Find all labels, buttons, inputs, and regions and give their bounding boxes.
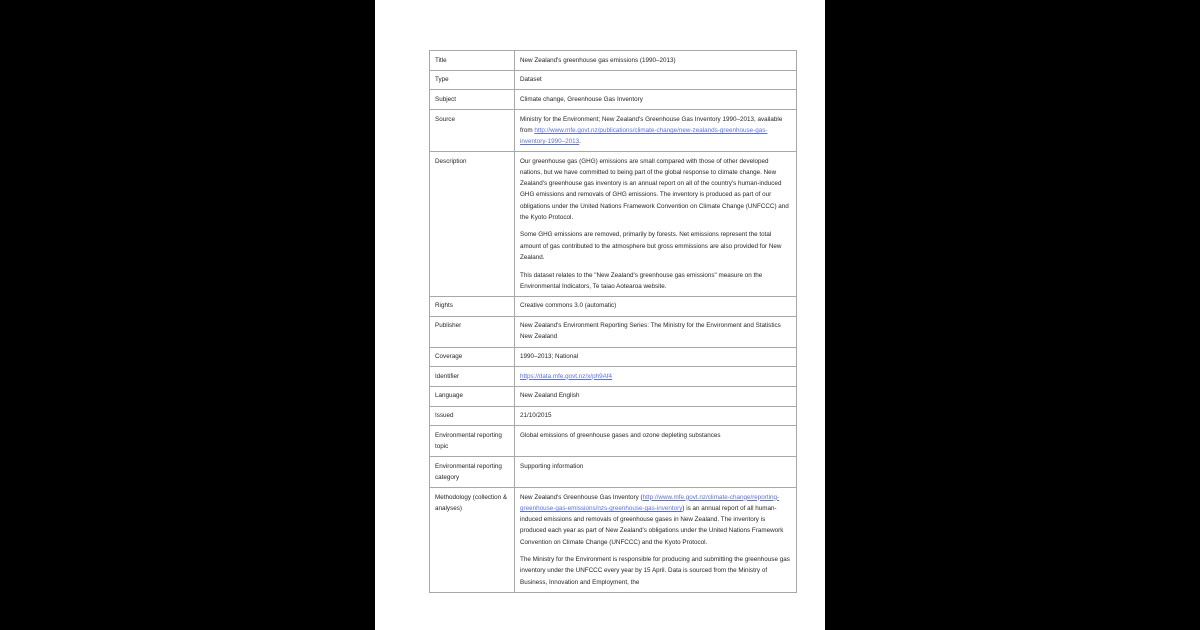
table-row bbox=[430, 386, 797, 406]
row-label-source: Source bbox=[430, 110, 515, 152]
table-row bbox=[430, 367, 797, 387]
table-row bbox=[430, 347, 797, 367]
table-row bbox=[430, 296, 797, 316]
row-label-description: Description bbox=[430, 152, 515, 297]
row-label-title: Title bbox=[430, 51, 515, 71]
identifier-url-link[interactable]: https://data.mfe.govt.nz/x/ph9Af4 bbox=[520, 372, 613, 380]
table-row bbox=[430, 51, 797, 71]
row-value-rights: Creative commons 3.0 (automatic) bbox=[515, 296, 797, 316]
methodology-paragraph-1 bbox=[520, 492, 791, 548]
description-paragraph-1: Our greenhouse gas (GHG) emissions are small compared with those of other developed nations, but we have committed to being part of the global response to climate change. New Zealand's greenhouse gas inventory is an annual report on all of the country's human-induced GHG emissions and removals of GHG emissions. The inventory is produced as part of our obligations under the United Nations Framework Convention on Climate Change (UNFCCC) and the Kyoto Protocol. bbox=[520, 157, 789, 221]
description-paragraph-3: This dataset relates to the "New Zealand's greenhouse gas emissions" measure on the Environmental Indicators, Te taiao Aotearoa website. bbox=[520, 271, 763, 290]
metadata-table-body bbox=[430, 51, 797, 593]
methodology-text-suffix: ) is an annual report of all human-induced emissions and removals of greenhouse gases in New Zealand. The inventory is produced each year as part of New Zealand's obligations under the United Nations Framework Convention on Climate Change (UNFCCC) and the Kyoto Protocol. bbox=[520, 504, 784, 546]
row-label-language: Language bbox=[430, 386, 515, 406]
row-label-issued: Issued bbox=[430, 406, 515, 426]
row-label-rights: Rights bbox=[430, 296, 515, 316]
row-label-subject: Subject bbox=[430, 90, 515, 110]
source-text-suffix: . bbox=[579, 138, 581, 146]
table-row bbox=[430, 110, 797, 152]
source-text-prefix: Ministry for the Environment; New Zealand's Greenhouse Gas Inventory 1990–2013, available from bbox=[520, 115, 783, 134]
row-value-source bbox=[515, 110, 797, 152]
row-label-env-reporting-topic: Environmental reporting topic bbox=[430, 426, 515, 457]
row-value-identifier bbox=[515, 367, 797, 387]
table-row bbox=[430, 426, 797, 457]
row-value-env-reporting-topic: Global emissions of greenhouse gases and ozone depleting substances bbox=[515, 426, 797, 457]
row-label-identifier: Identifier bbox=[430, 367, 515, 387]
row-value-issued: 21/10/2015 bbox=[515, 406, 797, 426]
methodology-text-prefix: New Zealand's Greenhouse Gas Inventory ( bbox=[520, 493, 643, 501]
row-label-methodology: Methodology (collection & analyses) bbox=[430, 488, 515, 593]
metadata-table bbox=[429, 50, 797, 593]
table-row bbox=[430, 316, 797, 347]
description-paragraph-2: Some GHG emissions are removed, primarily by forests. Net emissions represent the total amount of gas contributed to the atmosphere but gross emmissions are also provided for New Zealand. bbox=[520, 231, 782, 261]
row-value-env-reporting-category: Supporting information bbox=[515, 457, 797, 488]
table-row bbox=[430, 70, 797, 90]
row-value-subject: Climate change, Greenhouse Gas Inventory bbox=[515, 90, 797, 110]
row-value-language: New Zealand English bbox=[515, 386, 797, 406]
table-row bbox=[430, 152, 797, 297]
document-page bbox=[375, 0, 825, 630]
row-value-publisher: New Zealand's Environment Reporting Series: The Ministry for the Environment and Statistics New Zealand bbox=[515, 316, 797, 347]
row-label-coverage: Coverage bbox=[430, 347, 515, 367]
table-row bbox=[430, 90, 797, 110]
table-row bbox=[430, 457, 797, 488]
row-label-publisher: Publisher bbox=[430, 316, 515, 347]
row-label-env-reporting-category: Environmental reporting category bbox=[430, 457, 515, 488]
methodology-paragraph-2: The Ministry for the Environment is responsible for producing and submitting the greenhouse gas inventory under the UNFCCC every year by 15 April. Data is sourced from the Ministry of Business, Innovation and Employment, the bbox=[520, 556, 790, 586]
row-label-type: Type bbox=[430, 70, 515, 90]
row-value-description bbox=[515, 152, 797, 297]
methodology-url-link[interactable]: http://www.mfe.govt.nz/climate-change/reporting-greenhouse-gas-emissions/nzs-greenhouse-gas-inventory bbox=[520, 493, 780, 512]
row-value-coverage: 1990–2013; National bbox=[515, 347, 797, 367]
row-value-methodology bbox=[515, 488, 797, 593]
row-value-title: New Zealand's greenhouse gas emissions (1990–2013) bbox=[515, 51, 797, 71]
table-row bbox=[430, 406, 797, 426]
row-value-type: Dataset bbox=[515, 70, 797, 90]
table-row bbox=[430, 488, 797, 593]
source-url-link[interactable]: http://www.mfe.govt.nz/publications/climate-change/new-zealands-greenhouse-gas-inventory-1990–2013 bbox=[520, 126, 768, 146]
